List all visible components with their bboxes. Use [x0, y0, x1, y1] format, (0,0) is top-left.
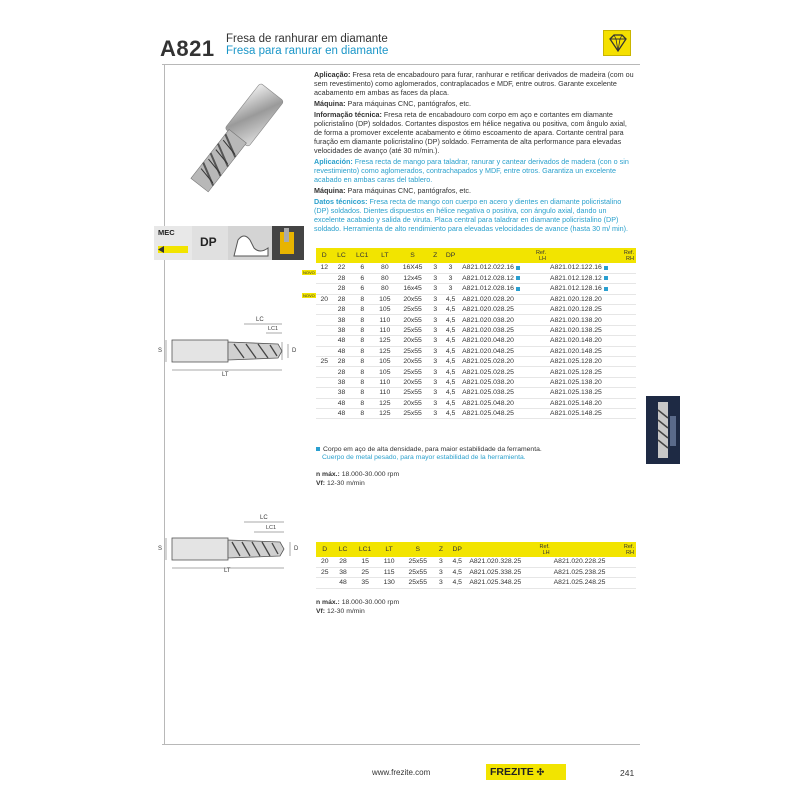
novo-badge: NOVO: [303, 270, 315, 275]
column-header: LC: [332, 248, 350, 263]
availability-marker: [604, 276, 608, 280]
table-cell: A821.012.028.12: [460, 273, 548, 283]
frezite-logo: FREZITE ✣: [486, 764, 566, 780]
table-cell: 48: [332, 346, 350, 356]
product-code: A821: [160, 36, 215, 61]
table-cell: 20x55: [396, 377, 430, 387]
table-cell: 8: [351, 346, 374, 356]
column-header: D: [316, 248, 332, 263]
table-cell: 3: [441, 263, 460, 273]
table-cell: A821.020.328.25: [467, 557, 551, 567]
table-cell: 125: [374, 346, 396, 356]
table-cell: 3: [429, 377, 441, 387]
table-cell: 3: [429, 408, 441, 418]
table-cell: 15: [353, 557, 378, 567]
speed-info-2: n máx.: 18.000-30.000 rpm Vf: 12-30 m/min: [316, 599, 400, 615]
ref-lh-header: Ref. LH: [460, 248, 548, 263]
table-cell: [316, 284, 332, 294]
table-cell: [316, 305, 332, 315]
table-cell: A821.025.338.25: [467, 567, 551, 577]
table-cell: A821.025.138.25: [548, 388, 636, 398]
speed-info-1: n máx.: 18.000-30.000 rpm Vf: 12-30 m/min: [316, 471, 400, 487]
availability-marker: [516, 287, 520, 291]
column-header: S: [396, 248, 430, 263]
table-cell: [316, 367, 332, 377]
table-cell: A821.025.128.25: [548, 367, 636, 377]
table-row: [316, 377, 636, 387]
table-cell: A821.020.048.25: [460, 346, 548, 356]
table-cell: 8: [351, 408, 374, 418]
table-cell: 130: [378, 578, 401, 588]
table-cell: 3: [441, 273, 460, 283]
table-row: [316, 325, 636, 335]
table-cell: 4,5: [441, 305, 460, 315]
tool-drawing-1: [158, 316, 312, 380]
dp-label: DP: [200, 235, 217, 249]
table-cell: A821.025.248.25: [552, 578, 636, 588]
table-cell: 25x55: [396, 388, 430, 398]
table-cell: 22: [332, 263, 350, 273]
table-cell: 25x55: [396, 408, 430, 418]
table-cell: 4,5: [441, 325, 460, 335]
table-cell: 48: [332, 398, 350, 408]
table-row: [316, 398, 636, 408]
dim-lc1: LC1: [268, 326, 279, 332]
table-cell: A821.020.038.20: [460, 315, 548, 325]
table-cell: 110: [374, 377, 396, 387]
table-row: [316, 305, 636, 315]
table-cell: 28: [332, 357, 350, 367]
table-row: [316, 408, 636, 418]
table-cell: 80: [374, 273, 396, 283]
table-cell: A821.025.038.20: [460, 377, 548, 387]
table-cell: 3: [435, 578, 447, 588]
availability-marker: [604, 287, 608, 291]
tool-thumbnail: [646, 396, 680, 464]
table-cell: 4,5: [441, 294, 460, 304]
table-cell: 28: [332, 273, 350, 283]
table-cell: 3: [429, 305, 441, 315]
table-cell: 28: [333, 557, 352, 567]
table-cell: 8: [351, 388, 374, 398]
table-cell: 28: [332, 294, 350, 304]
table-cell: A821.020.038.25: [460, 325, 548, 335]
table-cell: 25: [316, 567, 333, 577]
table-cell: 105: [374, 294, 396, 304]
diamond-icon: [603, 30, 631, 56]
tool-photo: [170, 78, 300, 208]
table-cell: 6: [351, 284, 374, 294]
table-cell: A821.025.048.25: [460, 408, 548, 418]
table-cell: 25: [353, 567, 378, 577]
table-cell: A821.025.148.25: [548, 408, 636, 418]
table-cell: 48: [332, 408, 350, 418]
table-cell: 3: [429, 398, 441, 408]
divider-left: [164, 64, 165, 744]
table-cell: 4,5: [441, 377, 460, 387]
table-cell: 8: [351, 357, 374, 367]
website-link[interactable]: www.frezite.com: [372, 768, 431, 777]
table-cell: [316, 398, 332, 408]
table-cell: A821.025.028.20: [460, 357, 548, 367]
table-cell: 3: [429, 336, 441, 346]
table-row: [316, 315, 636, 325]
table-cell: A821.025.128.20: [548, 357, 636, 367]
table-cell: 28: [332, 367, 350, 377]
table-cell: A821.020.128.20: [548, 294, 636, 304]
table-cell: 20: [316, 557, 333, 567]
table-row: [316, 284, 636, 294]
table-cell: 25x55: [401, 567, 435, 577]
table-row: [316, 367, 636, 377]
table-cell: 3: [429, 357, 441, 367]
column-header: S: [401, 542, 435, 557]
table-cell: 3: [429, 294, 441, 304]
table-cell: 8: [351, 398, 374, 408]
table-cell: 105: [374, 367, 396, 377]
table-cell: A821.012.128.16: [548, 284, 636, 294]
table-cell: 38: [332, 377, 350, 387]
table-cell: [316, 377, 332, 387]
table-cell: A821.025.138.20: [548, 377, 636, 387]
table-cell: A821.020.028.20: [460, 294, 548, 304]
table-row: [316, 557, 636, 567]
table-cell: [316, 325, 332, 335]
table-cell: 25x55: [396, 305, 430, 315]
table-cell: 125: [374, 408, 396, 418]
table-cell: A821.012.022.16: [460, 263, 548, 273]
ref-rh-header: Ref. RH: [552, 542, 636, 557]
table-cell: A821.025.048.20: [460, 398, 548, 408]
dim-lt: LT: [224, 568, 231, 574]
table-cell: A821.020.138.25: [548, 325, 636, 335]
table-cell: 20x55: [396, 294, 430, 304]
table-cell: 3: [429, 263, 441, 273]
table-cell: A821.020.028.25: [460, 305, 548, 315]
table-row: [316, 357, 636, 367]
table-cell: 3: [441, 284, 460, 294]
table-cell: A821.012.122.16: [548, 263, 636, 273]
table-cell: 8: [351, 325, 374, 335]
dim-lc: LC: [260, 515, 268, 521]
table-cell: 8: [351, 367, 374, 377]
table-cell: 8: [351, 377, 374, 387]
table-cell: 3: [429, 346, 441, 356]
mec-label: MEC: [158, 228, 175, 237]
table-cell: A821.020.228.25: [552, 557, 636, 567]
table-cell: 25x55: [401, 557, 435, 567]
table-cell: [316, 336, 332, 346]
column-header: LT: [374, 248, 396, 263]
table-cell: 20: [316, 294, 332, 304]
table-cell: 38: [332, 388, 350, 398]
dim-s: S: [158, 348, 163, 354]
table-row: [316, 263, 636, 273]
table-cell: A821.012.028.16: [460, 284, 548, 294]
column-header: LT: [378, 542, 401, 557]
table-cell: 4,5: [441, 367, 460, 377]
table-cell: A821.025.028.25: [460, 367, 548, 377]
column-header: LC: [333, 542, 352, 557]
availability-marker: [604, 266, 608, 270]
dim-lt: LT: [222, 372, 229, 378]
table-cell: 38: [332, 325, 350, 335]
table-cell: 20x55: [396, 357, 430, 367]
table-cell: [316, 273, 332, 283]
table-cell: [316, 388, 332, 398]
table-cell: 20x55: [396, 315, 430, 325]
table-cell: 3: [429, 284, 441, 294]
table-row: [316, 388, 636, 398]
dim-d: D: [292, 348, 297, 354]
availability-marker: [516, 276, 520, 280]
divider-top: [162, 64, 640, 65]
table-cell: 4,5: [447, 578, 467, 588]
table-cell: 4,5: [441, 388, 460, 398]
divider-bottom: [162, 744, 640, 745]
table-cell: A821.020.128.25: [548, 305, 636, 315]
table-cell: 125: [374, 336, 396, 346]
column-header: DP: [441, 248, 460, 263]
table-cell: 20x55: [396, 398, 430, 408]
table-cell: 4,5: [441, 315, 460, 325]
table-cell: 6: [351, 263, 374, 273]
table-cell: 115: [378, 567, 401, 577]
table-cell: 38: [333, 567, 352, 577]
description: Aplicação: Fresa reta de encabadouro para furar, ranhurar e retificar derivados de madeira (com ou sem revestimento) como aglomerados, contraplacados e MDF, entre outros. Garante excelente acabamento em ambas as faces da placa. Máquina: Para máquinas CNC, pantógrafos, etc. Informação técnica: Fresa reta de encabadouro com corpo em aço e cortantes em diamante policristalino (DP) soldados. Cortantes dispostos em hélice negativa ou positiva, com ângulo axial, de forma a promover excelente acabamento e ótimo escoamento de apara. Cortante central para furação em diamante policristalino (DP) soldado. Ferramenta de alta performance para elevadas velocidades de avanço (até 30 m/min.). Aplicación: Fresa recta de mango para taladrar, ranurar y cantear derivados de madera (con o sin revestimiento) como aglomerados, contrachapados y MDF, entre otros. Garantiza un excelente acabado en ambas caras del tablero. Máquina: Para máquinas CNC, pantógrafos, etc. Datos técnicos: Fresa recta de mango con cuerpo en acero y dientes en diamante policristalino (DP) soldados. Dientes dispuestos en hélice negativa o positiva, con ángulo axial, dando un excelente acabado y salida de viruta. Placa central para taladrar en diamante policristalino (DP) soldado. Herramienta de alto rendimiento para elevadas velocidades de avance (hasta 30 m/ min).: [314, 70, 634, 233]
title-portuguese: Fresa de ranhurar em diamante: [226, 33, 388, 45]
tool-drawing-2: [158, 512, 312, 576]
ref-lh-header: Ref. LH: [467, 542, 551, 557]
table-cell: 28: [332, 305, 350, 315]
table-cell: 3: [429, 388, 441, 398]
table-cell: 16X45: [396, 263, 430, 273]
table-cell: 28: [332, 284, 350, 294]
table-cell: 4,5: [441, 398, 460, 408]
table-cell: 4,5: [447, 567, 467, 577]
column-header: Z: [435, 542, 447, 557]
table-cell: 8: [351, 305, 374, 315]
column-header: DP: [447, 542, 467, 557]
column-header: Z: [429, 248, 441, 263]
table-cell: [316, 408, 332, 418]
table-cell: 8: [351, 315, 374, 325]
dim-lc1: LC1: [266, 525, 277, 531]
table-cell: A821.025.238.25: [552, 567, 636, 577]
table-cell: 80: [374, 263, 396, 273]
dim-lc: LC: [256, 317, 264, 323]
table-row: [316, 294, 636, 304]
table-cell: 12x45: [396, 273, 430, 283]
table-cell: 4,5: [441, 346, 460, 356]
table-cell: 110: [378, 557, 401, 567]
spec-table-2: [316, 542, 636, 589]
table-cell: A821.025.038.25: [460, 388, 548, 398]
dim-d: D: [294, 546, 299, 552]
table-cell: 3: [435, 567, 447, 577]
table-cell: A821.020.148.20: [548, 336, 636, 346]
table-cell: A821.020.048.20: [460, 336, 548, 346]
table-cell: 25x55: [401, 578, 435, 588]
table-cell: 110: [374, 388, 396, 398]
table-cell: 4,5: [441, 336, 460, 346]
spec-table-1: [316, 248, 636, 419]
table-cell: 3: [429, 315, 441, 325]
table-cell: 3: [429, 325, 441, 335]
table-cell: A821.025.148.20: [548, 398, 636, 408]
table-cell: 4,5: [441, 357, 460, 367]
column-header: LC1: [353, 542, 378, 557]
table-cell: 105: [374, 357, 396, 367]
table-cell: 105: [374, 305, 396, 315]
table-cell: A821.020.138.20: [548, 315, 636, 325]
column-header: LC1: [351, 248, 374, 263]
table-cell: 110: [374, 315, 396, 325]
availability-marker: [516, 266, 520, 270]
title-spanish: Fresa para ranurar en diamante: [226, 45, 389, 57]
ref-rh-header: Ref. RH: [548, 248, 636, 263]
icon-row: [154, 226, 304, 260]
table-cell: 25: [316, 357, 332, 367]
table-row: [316, 578, 636, 588]
table-row: [316, 346, 636, 356]
table-cell: 110: [374, 325, 396, 335]
table-cell: 48: [332, 336, 350, 346]
table-cell: 35: [353, 578, 378, 588]
table-cell: 4,5: [441, 408, 460, 418]
material-note: Corpo em aço de alta densidade, para maior estabilidade da ferramenta. Cuerpo de metal pesado, para mayor estabilidad de la herramienta.: [316, 446, 542, 462]
table-cell: 38: [332, 315, 350, 325]
table-cell: 125: [374, 398, 396, 408]
dim-s: S: [158, 546, 163, 552]
table-row: [316, 273, 636, 283]
column-header: D: [316, 542, 333, 557]
table-row: [316, 567, 636, 577]
table-cell: 8: [351, 294, 374, 304]
table-cell: 3: [435, 557, 447, 567]
table-cell: 25x55: [396, 325, 430, 335]
table-cell: A821.012.128.12: [548, 273, 636, 283]
table-cell: 25x55: [396, 346, 430, 356]
table-cell: 16x45: [396, 284, 430, 294]
table-cell: [316, 346, 332, 356]
table-cell: 3: [429, 367, 441, 377]
table-cell: 12: [316, 263, 332, 273]
table-cell: [316, 578, 333, 588]
table-cell: 20x55: [396, 336, 430, 346]
table-row: [316, 336, 636, 346]
table-cell: [316, 315, 332, 325]
table-cell: 48: [333, 578, 352, 588]
table-cell: 8: [351, 336, 374, 346]
table-cell: 3: [429, 273, 441, 283]
table-cell: 80: [374, 284, 396, 294]
table-cell: A821.020.148.25: [548, 346, 636, 356]
novo-badge: NOVO: [303, 293, 315, 298]
table-cell: 4,5: [447, 557, 467, 567]
table-cell: A821.025.348.25: [467, 578, 551, 588]
table-cell: 25x55: [396, 367, 430, 377]
table-cell: 6: [351, 273, 374, 283]
page-number: 241: [620, 768, 635, 778]
